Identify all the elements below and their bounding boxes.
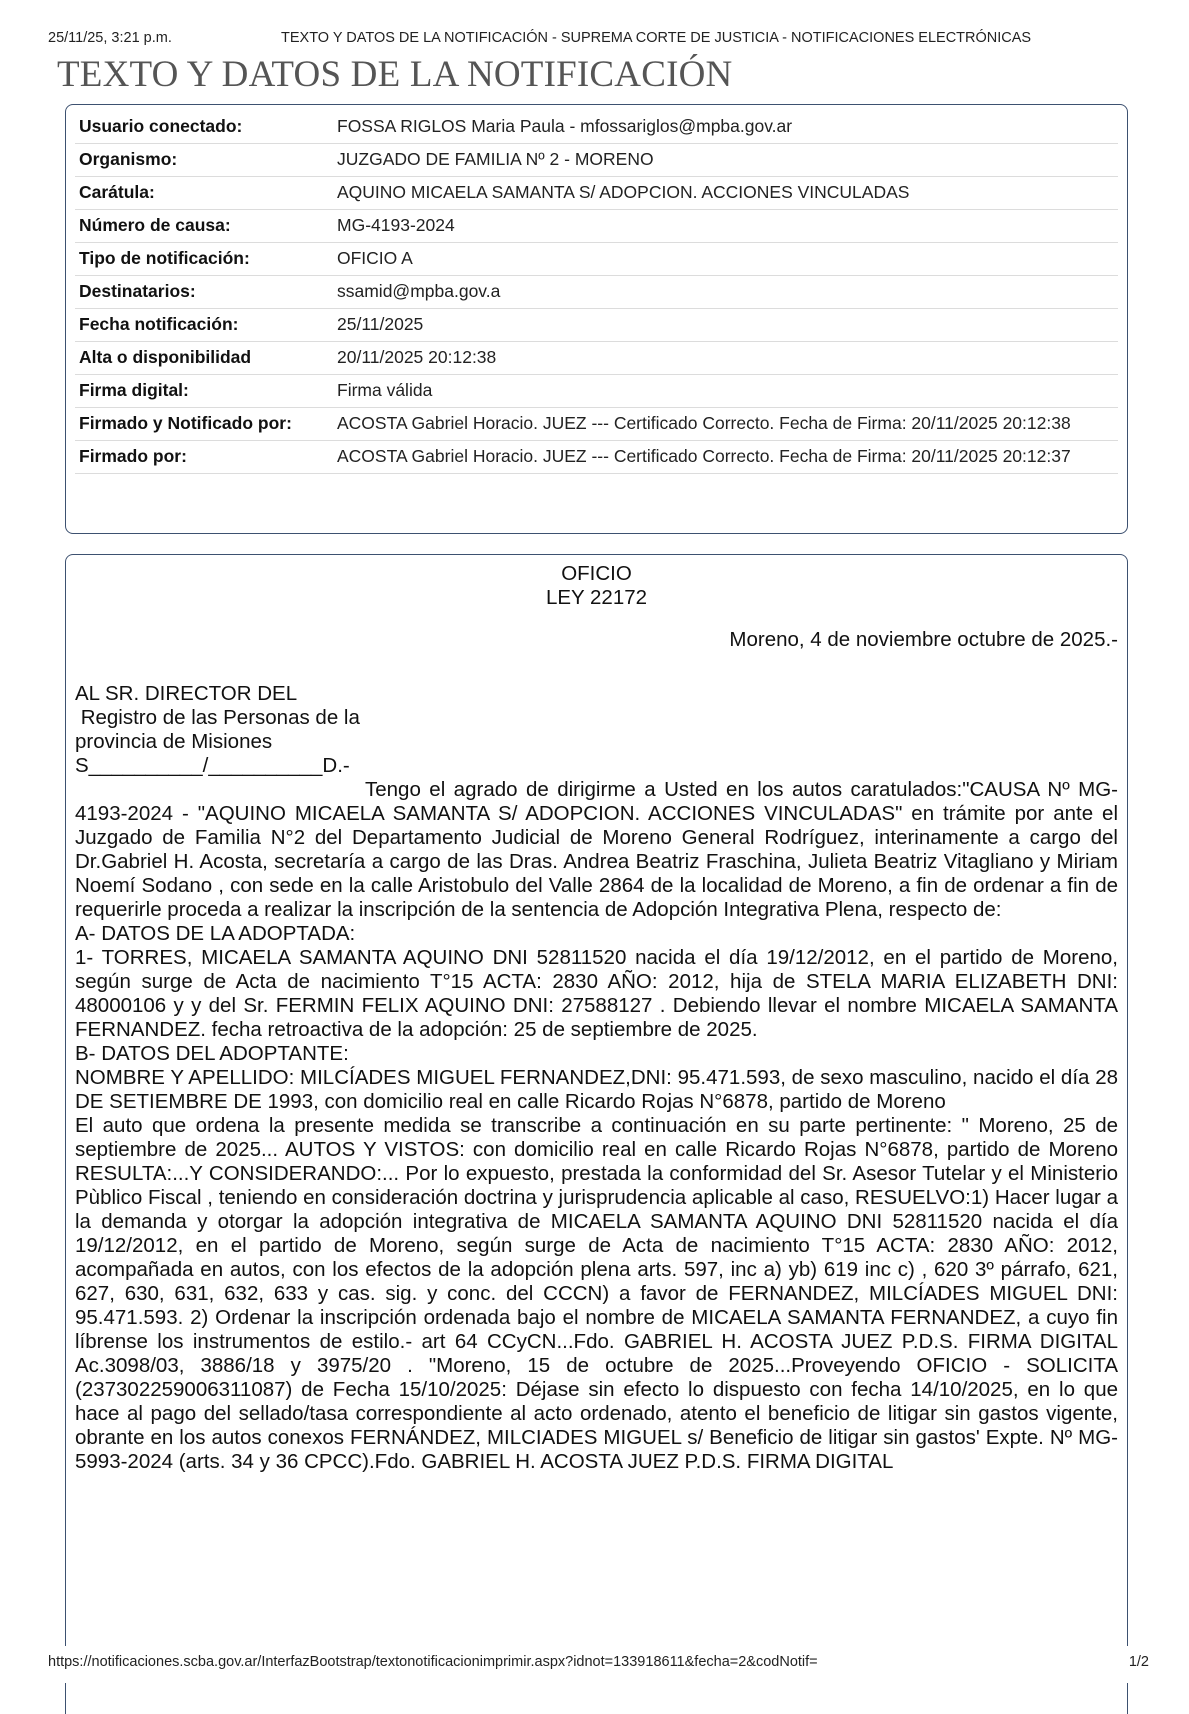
- info-value: FOSSA RIGLOS Maria Paula - mfossariglos@mpba.gov.ar: [333, 111, 1118, 144]
- info-value: JUZGADO DE FAMILIA Nº 2 - MORENO: [333, 144, 1118, 177]
- info-value: ACOSTA Gabriel Horacio. JUEZ --- Certificado Correcto. Fecha de Firma: 20/11/2025 20:12:37: [333, 441, 1118, 474]
- print-footer: [48, 1654, 1149, 1672]
- section-a-text: 1- TORRES, MICAELA SAMANTA AQUINO DNI 52811520 nacida el día 19/12/2012, en el partido de Moreno, según surge de Acta de nacimiento T°15 ACTA: 2830 AÑO: 2012, hija de STELA MARIA ELIZABETH DNI: 48000106 y y del Sr. FERMIN FELIX AQUINO DNI: 27588127 . Debiendo llevar el nombre MICAELA SAMANTA FERNANDEZ. fecha retroactiva de la adopción: 25 de septiembre de 2025.: [75, 946, 1118, 1041]
- info-value: 25/11/2025: [333, 309, 1118, 342]
- place-date: Moreno, 4 de noviembre octubre de 2025.-: [729, 628, 1118, 651]
- info-row-firma-digital: [75, 375, 1118, 408]
- addressee-line: provincia de Misiones: [75, 730, 273, 753]
- info-value: 20/11/2025 20:12:38: [333, 342, 1118, 375]
- info-value: ACOSTA Gabriel Horacio. JUEZ --- Certificado Correcto. Fecha de Firma: 20/11/2025 20:12:38: [333, 408, 1118, 441]
- info-row-tipo-notificacion: [75, 243, 1118, 276]
- document-subtitle: LEY 22172: [545, 586, 648, 609]
- notification-info-panel: [65, 104, 1128, 534]
- info-label: Firmado y Notificado por:: [75, 408, 333, 441]
- info-value: AQUINO MICAELA SAMANTA S/ ADOPCION. ACCIONES VINCULADAS: [333, 177, 1118, 210]
- info-label: Destinatarios:: [75, 276, 333, 309]
- info-row-firmado-notificado: [75, 408, 1118, 441]
- print-datetime: 25/11/25, 3:21 p.m.: [48, 30, 172, 46]
- info-row-destinatarios: [75, 276, 1118, 309]
- order-transcript: El auto que ordena la presente medida se transcribe a continuación en su parte pertinente: " Moreno, 25 de septiembre de 2025... AUTOS Y VISTOS: con domicilio real en calle Ricardo Rojas N°6878, partido de Moreno RESULTA:...Y CONSIDERANDO:... Por lo expuesto, prestada la conformidad del Sr. Asesor Tutelar y el Ministerio Pùblico Fiscal , teniendo en consideración doctrina y jurisprudencia aplicable al caso, RESUELVO:1) Hacer lugar a la demanda y otorgar la adopción integrativa de MICAELA SAMANTA AQUINO DNI 52811520 nacida el día 19/12/2012, en el partido de Moreno, según surge de Acta de nacimiento T°15 ACTA: 2830 AÑO: 2012, acompañada en autos, con los efectos de la adopción plena arts. 597, inc a) yb) 619 inc c) , 620 3º párrafo, 621, 627, 630, 631, 632, 633 y cas. sig. y conc. del CCCN) a favor de FERNANDEZ, MILCÍADES MIGUEL DNI: 95.471.593. 2) Ordenar la inscripción ordenada bajo el nombre de MICAELA SAMANTA FERNANDEZ, a cuyo fin líbrense los instrumentos de estilo.- art 64 CCyCN...Fdo. GABRIEL H. ACOSTA JUEZ P.D.S. FIRMA DIGITAL Ac.3098/03, 3886/18 y 3975/20 . "Moreno, 15 de octubre de 2025...Proveyendo OFICIO - SOLICITA (237302259006311087) de Fecha 15/10/2025: Déjase sin efecto lo dispuesto con fecha 14/10/2025, en lo que hace al pago del sellado/tasa correspondiente al acto ordenado, atento el beneficio de litigar sin gastos vigente, obrante en los autos conexos FERNÁNDEZ, MILCIADES MIGUEL s/ Beneficio de litigar sin gastos' Expte. Nº MG-5993-2024 (arts. 34 y 36 CPCC).Fdo. GABRIEL H. ACOSTA JUEZ P.D.S. FIRMA DIGITAL: [75, 1114, 1118, 1473]
- print-header: [48, 30, 1149, 48]
- info-row-caratula: [75, 177, 1118, 210]
- section-b-heading: B- DATOS DEL ADOPTANTE:: [75, 1042, 349, 1065]
- document-title: OFICIO: [561, 562, 632, 585]
- info-row-organismo: [75, 144, 1118, 177]
- info-label: Tipo de notificación:: [75, 243, 333, 276]
- info-label: Firmado por:: [75, 441, 333, 474]
- document-body: [75, 562, 1118, 1474]
- addressee-line: Registro de las Personas de la: [75, 706, 360, 729]
- section-a-heading: A- DATOS DE LA ADOPTADA:: [75, 922, 356, 945]
- info-row-fecha-notificacion: [75, 309, 1118, 342]
- notification-text-panel: [65, 554, 1128, 1714]
- intro-paragraph: Tengo el agrado de dirigirme a Usted en los autos caratulados:"CAUSA Nº MG-4193-2024 - "AQUINO MICAELA SAMANTA S/ ADOPCION. ACCIONES VINCULADAS" en trámite por ante el Juzgado de Familia N°2 del Departamento Judicial de Moreno General Rodríguez, interinamente a cargo del Dr.Gabriel H. Acosta, secretaría a cargo de las Dras. Andrea Beatriz Fraschina, Julieta Beatriz Vitagliano y Miriam Noemí Sodano , con sede en la calle Aristobulo del Valle 2864 de la localidad de Moreno, a fin de ordenar a fin de requerirle proceda a realizar la inscripción de la sentencia de Adopción Integrativa Plena, respecto de:: [75, 778, 1118, 921]
- info-row-numero-causa: [75, 210, 1118, 243]
- info-row-usuario: [75, 111, 1118, 144]
- notification-info-table: [75, 111, 1118, 474]
- info-row-alta: [75, 342, 1118, 375]
- page-number: 1/2: [1128, 1654, 1149, 1670]
- info-label: Alta o disponibilidad: [75, 342, 333, 375]
- addressee-line: AL SR. DIRECTOR DEL: [75, 682, 298, 705]
- info-label: Fecha notificación:: [75, 309, 333, 342]
- info-label: Carátula:: [75, 177, 333, 210]
- page-title: TEXTO Y DATOS DE LA NOTIFICACIÓN: [57, 54, 733, 95]
- info-label: Organismo:: [75, 144, 333, 177]
- addressee-line: S__________/__________D.-: [75, 754, 350, 777]
- info-label: Usuario conectado:: [75, 111, 333, 144]
- info-value: MG-4193-2024: [333, 210, 1118, 243]
- info-label: Firma digital:: [75, 375, 333, 408]
- print-document-title: TEXTO Y DATOS DE LA NOTIFICACIÓN - SUPREMA CORTE DE JUSTICIA - NOTIFICACIONES ELECTRÓNICAS: [281, 30, 1032, 46]
- info-value: Firma válida: [333, 375, 1118, 408]
- print-url: https://notificaciones.scba.gov.ar/InterfazBootstrap/textonotificacionimprimir.aspx?idnot=133918611&fecha=2&codNotif=: [48, 1654, 818, 1670]
- info-row-firmado-por: [75, 441, 1118, 474]
- info-value: ssamid@mpba.gov.a: [333, 276, 1118, 309]
- info-label: Número de causa:: [75, 210, 333, 243]
- section-b-text: NOMBRE Y APELLIDO: MILCÍADES MIGUEL FERNANDEZ,DNI: 95.471.593, de sexo masculino, nacido el día 28 DE SETIEMBRE DE 1993, con domicilio real en calle Ricardo Rojas N°6878, partido de Moreno: [75, 1066, 1118, 1113]
- info-value: OFICIO A: [333, 243, 1118, 276]
